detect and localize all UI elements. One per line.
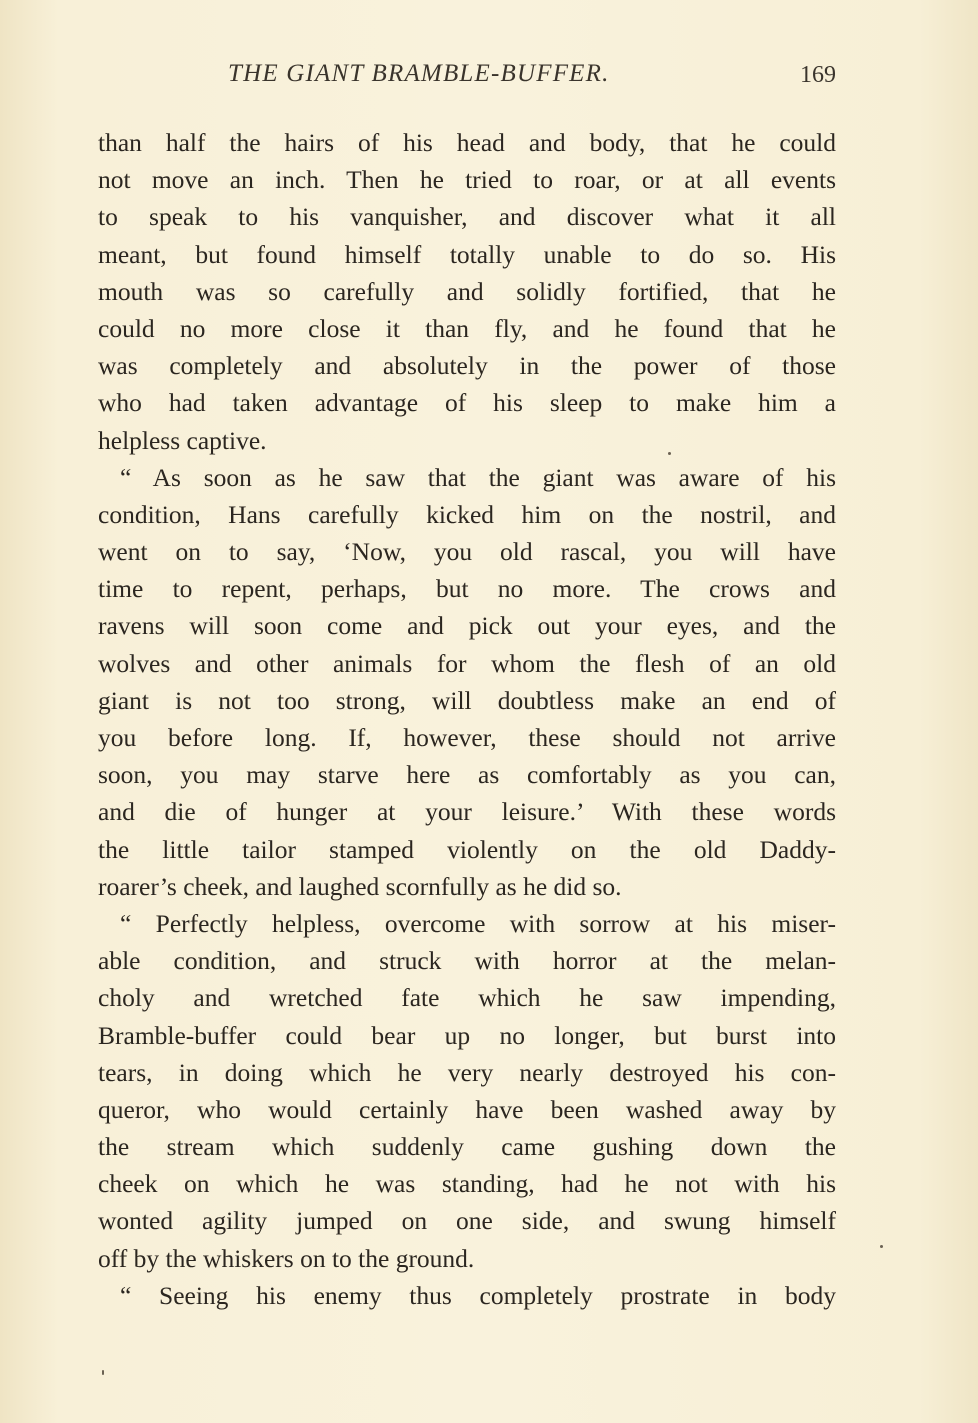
text-line: soon, you may starve here as comfortably as you can, [98, 760, 836, 790]
text-line: than half the hairs of his head and body, that he could [98, 128, 836, 157]
text-line: wolves and other animals for whom the flesh of an old [98, 648, 836, 678]
paper-speck [102, 1370, 104, 1375]
text-line: the stream which suddenly came gushing down the [98, 1132, 836, 1162]
text-line: the little tailor stamped violently on the old Daddy- [98, 834, 836, 864]
page-number: 169 [800, 62, 836, 88]
text-line: who had taken advantage of his sleep to make him a [98, 388, 836, 418]
text-line: time to repent, perhaps, but no more. The crows and [98, 574, 836, 604]
text-line: queror, who would certainly have been washed away by [98, 1094, 836, 1124]
text-line: “ As soon as he saw that the giant was aware of his [120, 462, 836, 492]
text-line: roarer’s cheek, and laughed scornfully as he did so. [98, 871, 622, 901]
paper-speck [668, 452, 671, 455]
text-line: “ Seeing his enemy thus completely prostrate in body [120, 1280, 836, 1310]
text-line: giant is not too strong, will doubtless make an end of [98, 685, 836, 715]
text-line: tears, in doing which he very nearly destroyed his con- [98, 1057, 836, 1087]
paper-speck [880, 1245, 883, 1248]
text-line: mouth was so carefully and solidly fortified, that he [98, 276, 836, 306]
text-line: to speak to his vanquisher, and discover what it all [98, 202, 836, 232]
text-line: was completely and absolutely in the power of those [98, 351, 836, 381]
paragraph-3 [98, 905, 836, 1277]
paragraph-1 [98, 124, 836, 459]
text-line: meant, but found himself totally unable to do so. His [98, 239, 836, 269]
body-text [98, 124, 836, 1314]
text-line: could no more close it than fly, and he found that he [98, 313, 836, 343]
paragraph-2 [98, 459, 836, 905]
text-line: and die of hunger at your leisure.’ With these words [98, 797, 836, 827]
text-line: off by the whiskers on to the ground. [98, 1243, 475, 1273]
text-line: “ Perfectly helpless, overcome with sorrow at his miser- [120, 908, 836, 938]
text-line: choly and wretched fate which he saw impending, [98, 983, 836, 1013]
text-line: cheek on which he was standing, had he not with his [98, 1169, 836, 1199]
paragraph-4 [98, 1277, 836, 1314]
text-line: Bramble-buffer could bear up no longer, but burst into [98, 1020, 836, 1050]
text-line: condition, Hans carefully kicked him on the nostril, and [98, 499, 836, 529]
text-line: you before long. If, however, these should not arrive [98, 723, 836, 752]
text-line: helpless captive. [98, 425, 267, 455]
text-line: went on to say, ‘Now, you old rascal, you will have [98, 537, 836, 567]
text-line: ravens will soon come and pick out your eyes, and the [98, 611, 836, 641]
page-header [98, 60, 836, 100]
running-title: THE GIANT BRAMBLE-BUFFER. [228, 60, 610, 87]
text-line: able condition, and struck with horror at the melan- [98, 946, 836, 976]
text-line: not move an inch. Then he tried to roar, or at all events [98, 165, 836, 195]
text-line: wonted agility jumped on one side, and swung himself [98, 1206, 836, 1236]
